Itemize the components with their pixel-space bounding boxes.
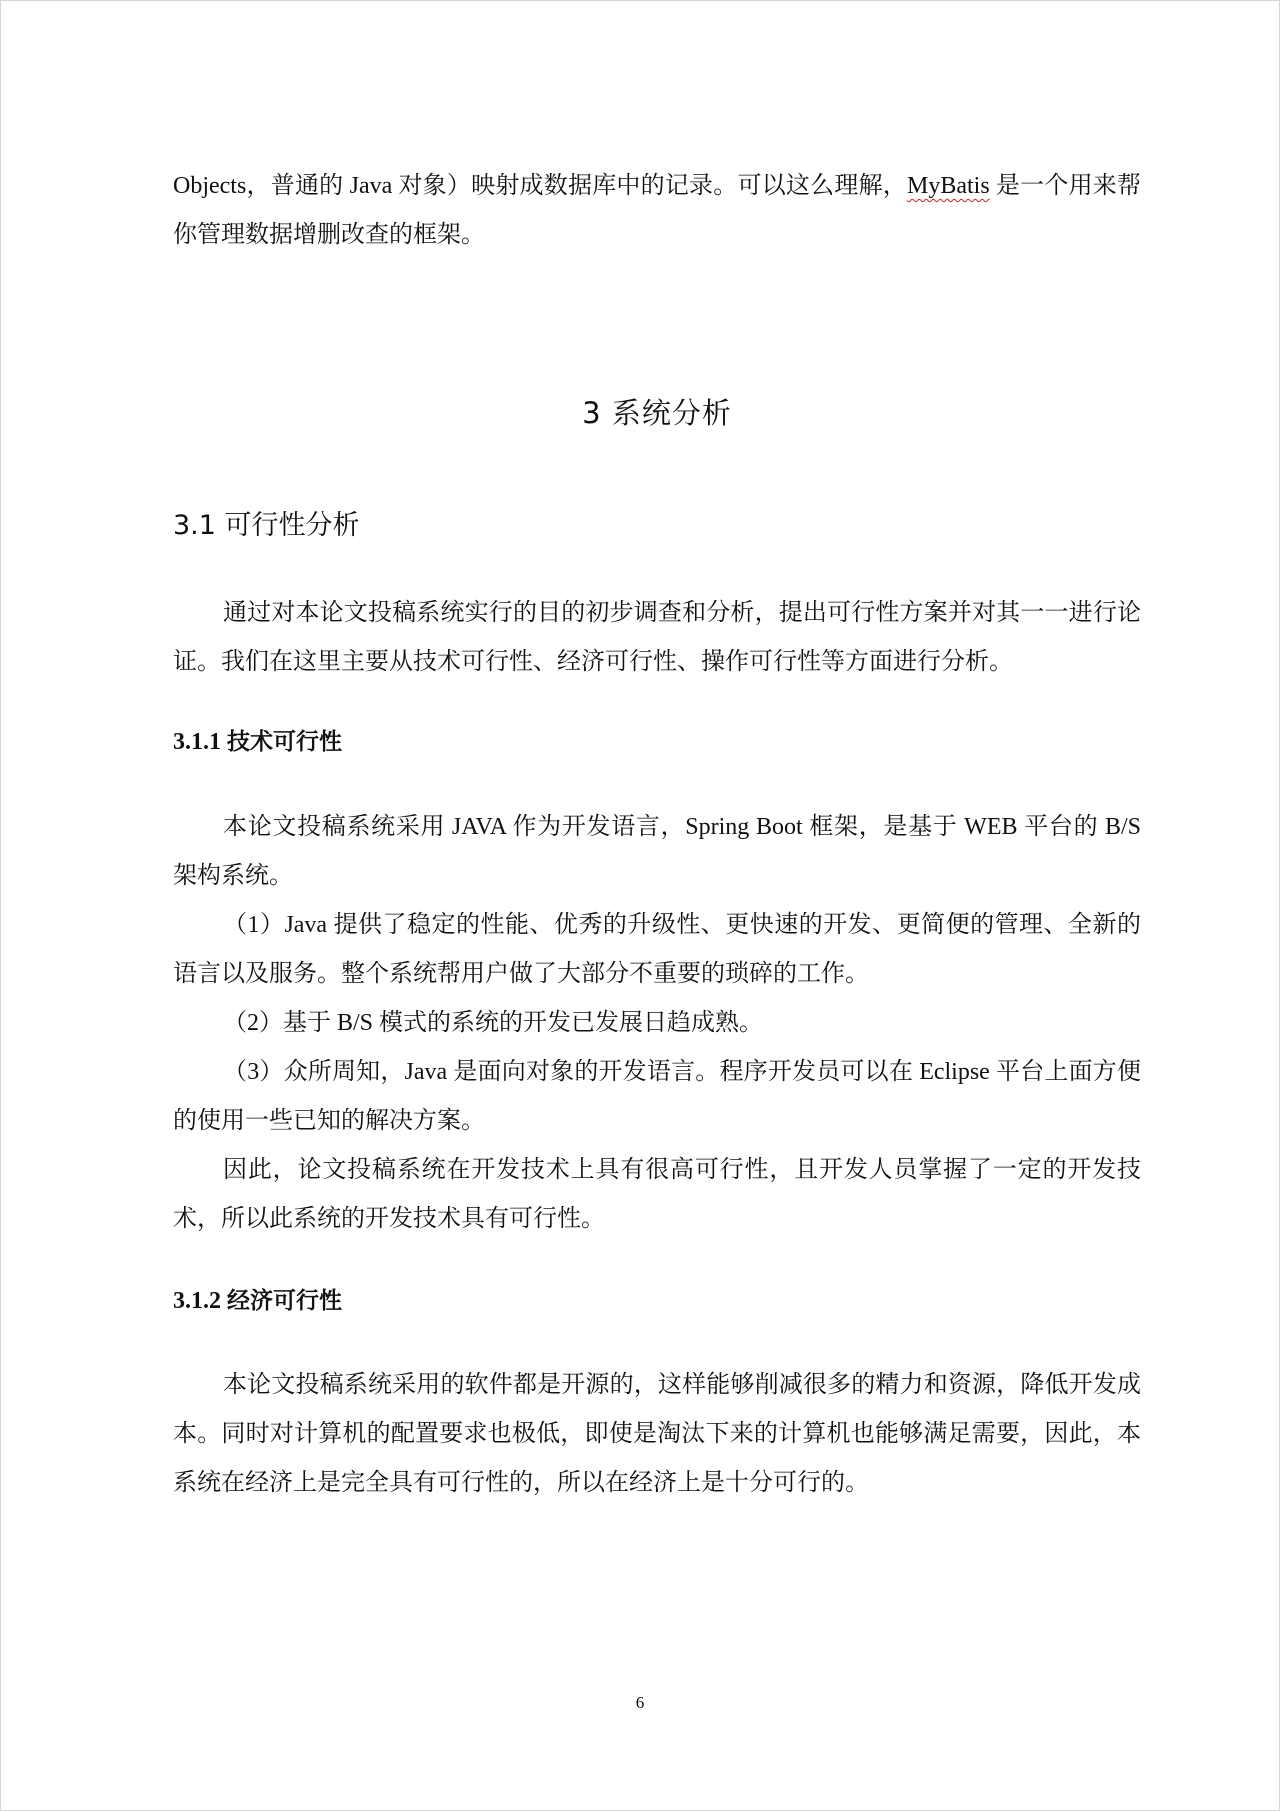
page-number: 6 — [635, 1693, 645, 1712]
subsection-heading-3-1-2 — [173, 1282, 342, 1315]
tech-paragraph-main: 本论文投稿系统采用 JAVA 作为开发语言，Spring Boot 框架，是基于 WEB 平台的 B/S 架构系统。 — [173, 814, 1141, 889]
subsection-heading-3-1-1 — [173, 723, 342, 756]
subsection-title: 经济可行性 — [227, 1288, 342, 1314]
subsection-number: 3.1.2 — [173, 1288, 221, 1314]
tech-list-item: （3）众所周知，Java 是面向对象的开发语言。程序开发员可以在 Eclipse 平台上面方便的使用一些已知的解决方案。 — [173, 1059, 1141, 1134]
tech-conclusion: 因此，论文投稿系统在开发技术上具有很高可行性，且开发人员掌握了一定的开发技术，所以此系统的开发技术具有可行性。 — [173, 1157, 1141, 1232]
tech-list-item: （1）Java 提供了稳定的性能、优秀的升级性、更快速的开发、更简便的管理、全新的语言以及服务。整个系统帮用户做了大部分不重要的琐碎的工作。 — [173, 912, 1141, 987]
section-3-1-paragraph: 通过对本论文投稿系统实行的目的初步调查和分析，提出可行性方案并对其一一进行论证。我们在这里主要从技术可行性、经济可行性、操作可行性等方面进行分析。 — [173, 600, 1141, 675]
intro-text-start: Objects，普通的 Java 对象）映射成数据库中的记录。可以这么理解， — [173, 173, 908, 199]
subsection-number: 3.1.1 — [173, 729, 221, 755]
subsection-title: 技术可行性 — [227, 729, 342, 755]
section-heading-3-1: 3.1 可行性分析 — [173, 510, 360, 541]
chapter-title: 3 系统分析 — [582, 396, 732, 430]
intro-paragraph — [173, 162, 1141, 260]
economic-paragraph: 本论文投稿系统采用的软件都是开源的，这样能够削减很多的精力和资源，降低开发成本。同时对计算机的配置要求也极低，即使是淘汰下来的计算机也能够满足需要，因此，本系统在经济上是完全具有可行性的，所以在经济上是十分可行的。 — [173, 1372, 1141, 1496]
tech-list-item: （2）基于 B/S 模式的系统的开发已发展日趋成熟。 — [223, 1010, 764, 1036]
intro-text-end: 是一个用来帮你管理数据增删改查的框架。 — [173, 173, 1141, 248]
mybatis-term: MyBatis — [907, 173, 990, 199]
